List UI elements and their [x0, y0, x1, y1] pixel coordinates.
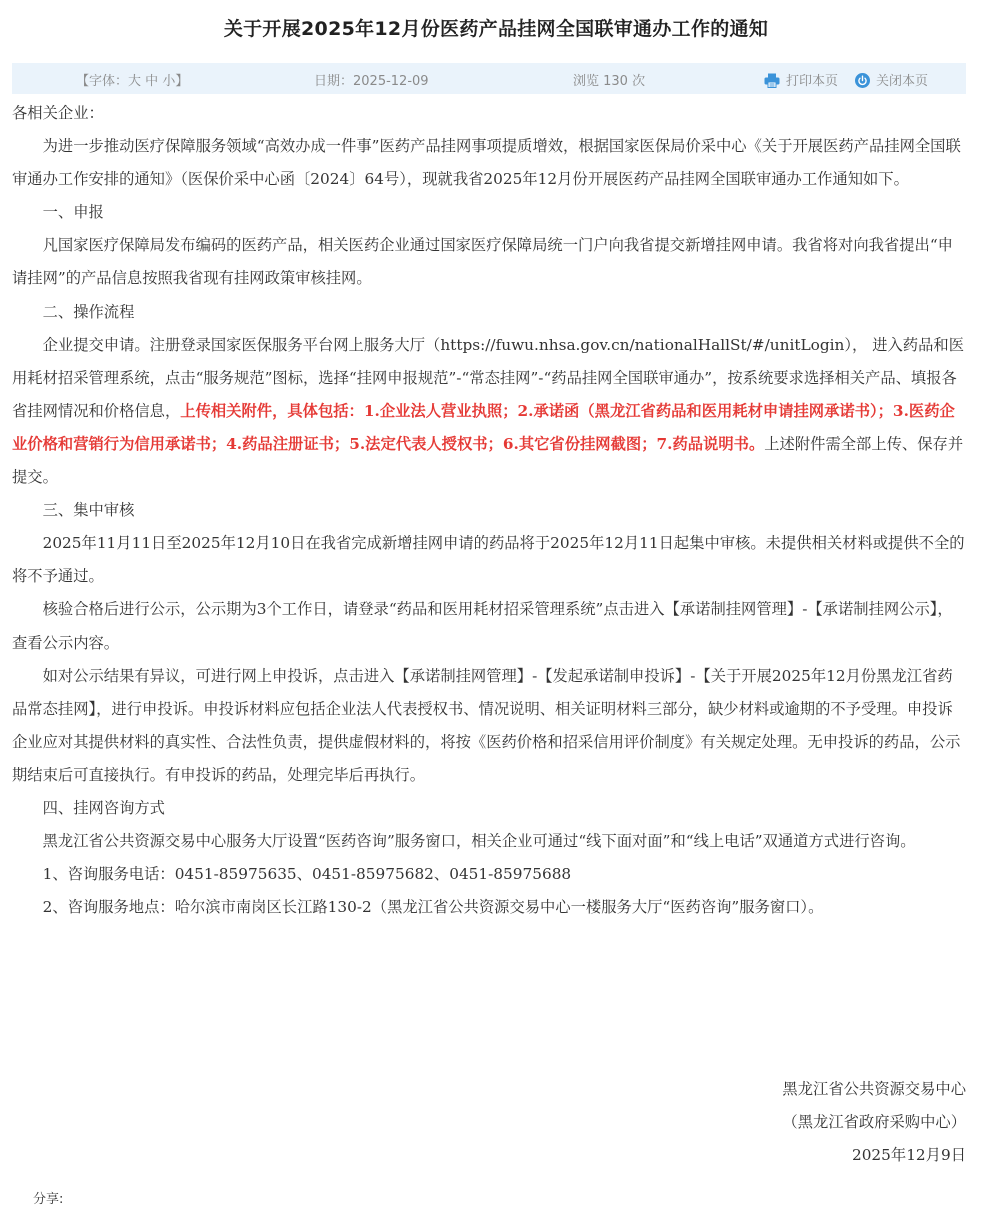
- font-size-control: [76, 70, 188, 89]
- print-button[interactable]: [764, 70, 838, 92]
- print-label: 打印本页: [786, 74, 839, 89]
- page-title: 关于开展2025年12月份医药产品挂网全国联审通办工作的通知: [223, 18, 769, 40]
- paragraph-complaint: 如对公示结果有异议，可进行网上申投诉，点击进入【承诺制挂网管理】-【发起承诺制申投诉】-【关于开展2025年12月份黑龙江省药品常态挂网】，进行申投诉。申投诉材料应包括企业法人代表授权书、情况说明、相关证明材料三部分，缺少材料或逾期的不予受理。申投诉企业应对其提供材料的真实性、合法性负责，提供虚假材料的，将按《医药价格和招采信用评价制度》有关规定处理。无申投诉的药品，公示期结束后可直接执行。有申投诉的药品，处理完毕后再执行。: [12, 666, 961, 784]
- date-value: 2025-12-09: [353, 74, 429, 89]
- process-text: 企业提交申请。注册登录国家医保服务平台网上服务大厅（https://fuwu.nhsa.gov.cn/nationalHallSt/#/unitLogin）， 进入药品和医用耗材招采管理系统，点击“服务规范”图标，选择“挂网申报规范”-“常态挂网”-“药品挂网全国联审通办”，按系统要求选择相关产品、填报各省挂网情况和价格信息，: [12, 335, 964, 420]
- section-heading-3: 三、集中审核: [42, 501, 135, 520]
- power-icon: [855, 73, 870, 92]
- paragraph-intro: 为进一步推动医疗保障服务领域“高效办成一件事”医药产品挂网事项提质增效，根据国家医保局价采中心《关于开展医药产品挂网全国联审通办工作安排的通知》（医保价采中心函〔2024〕64号），现就我省2025年12月份开展医药产品挂网全国联审通办工作通知如下。: [12, 137, 961, 189]
- info-bar: [12, 63, 966, 94]
- signature-org-alt: （黑龙江省政府采购中心）: [782, 1113, 966, 1131]
- paragraph-consult: 黑龙江省公共资源交易中心服务大厅设置“医药咨询”服务窗口，相关企业可通过“线下面对面”和“线上电话”双通道方式进行咨询。: [42, 832, 916, 851]
- signature-block: [782, 1073, 966, 1172]
- paragraph-declare: 凡国家医疗保障局发布编码的医药产品，相关医药企业通过国家医疗保障局统一门户向我省提交新增挂网申请。我省将对向我省提出“申请挂网”的产品信息按照我省现有挂网政策审核挂网。: [12, 236, 953, 288]
- salutation: 各相关企业：: [12, 104, 104, 122]
- font-medium-link[interactable]: 中: [145, 74, 159, 89]
- date-label: 日期：: [314, 74, 354, 89]
- font-small-link[interactable]: 小: [162, 74, 176, 89]
- consult-address: 2、咨询服务地点：哈尔滨市南岗区长江路130-2（黑龙江省公共资源交易中心一楼服务大厅“医药咨询”服务窗口）。: [42, 898, 824, 917]
- signature-date: 2025年12月9日: [851, 1146, 966, 1164]
- close-label: 关闭本页: [876, 74, 929, 89]
- paragraph-process: [12, 329, 966, 494]
- printer-icon: [764, 73, 780, 92]
- view-count: 浏览 130 次: [573, 74, 646, 89]
- attachments-highlight: 上传相关附件，具体包括：1.企业法人营业执照；2.承诺函（黑龙江省药品和医用耗材申请挂网承诺书）；3.医药企业价格和营销行为信用承诺书；4.药品注册证书；5.法定代表人授权书；6.其它省份挂网截图；7.药品说明书。: [12, 401, 955, 453]
- section-heading-1: 一、申报: [42, 203, 104, 222]
- paragraph-review-period: 2025年11月11日至2025年12月10日在我省完成新增挂网申请的药品将于2025年12月11日起集中审核。未提供相关材料或提供不全的将不予通过。: [12, 534, 965, 586]
- consult-phone: 1、咨询服务电话：0451-85975635、0451-85975682、0451-85975688: [42, 865, 572, 884]
- article-body: [12, 97, 966, 924]
- share-label: 分享:: [33, 1192, 64, 1207]
- close-button[interactable]: [855, 70, 928, 92]
- paragraph-publicity: 核验合格后进行公示，公示期为3个工作日，请登录“药品和医用耗材招采管理系统”点击进入【承诺制挂网管理】-【承诺制挂网公示】，查看公示内容。: [12, 600, 953, 652]
- process-tail: 上述附件需全部上传、保存并提交。: [12, 434, 964, 487]
- font-size-prefix: 【字体：: [76, 74, 129, 89]
- font-large-link[interactable]: 大: [128, 74, 142, 89]
- publish-date: [314, 70, 429, 89]
- font-size-suffix: 】: [175, 74, 189, 89]
- signature-org: 黑龙江省公共资源交易中心: [782, 1080, 966, 1098]
- section-heading-2: 二、操作流程: [42, 302, 135, 321]
- section-heading-4: 四、挂网咨询方式: [42, 798, 165, 817]
